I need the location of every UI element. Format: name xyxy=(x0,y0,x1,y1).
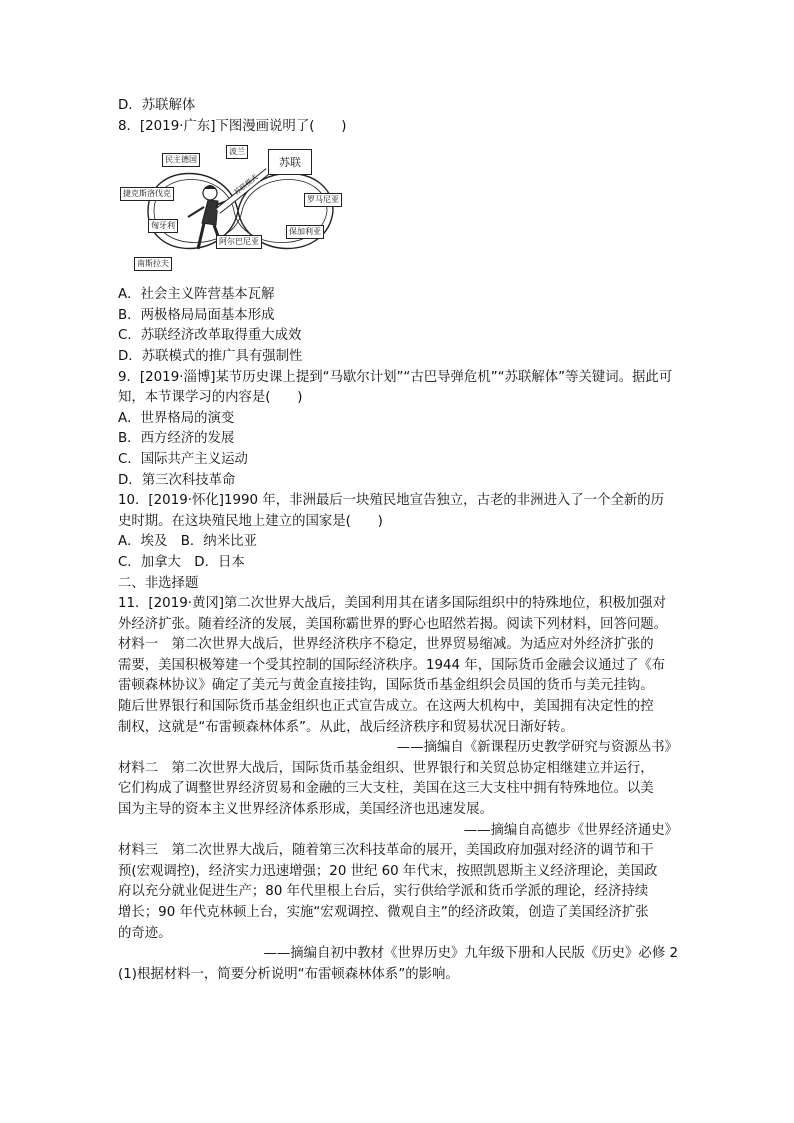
q9-stem-1: 9．[2019·淄博]某节历史课上提到“马歇尔计划”“古巴导弹危机”“苏联解体”等关键词。据此可 xyxy=(118,369,673,385)
q11-line: 增长；90 年代克林顿上台，实施“宏观调控、微观自主”的经济政策，创造了美国经济扩张 xyxy=(118,905,649,920)
document-page xyxy=(118,96,678,985)
q8-cartoon xyxy=(118,141,358,281)
label-gdr: 民主德国 xyxy=(162,153,200,167)
q11-line: 11．[2019·黄冈]第二次世界大战后，美国利用其在诸多国际组织中的特殊地位，积极加强对 xyxy=(118,596,666,612)
q11-line: 预(宏观调控)，经济实力迅速增强；20 世纪 60 年代末，按照凯恩斯主义经济理论，美国政 xyxy=(118,863,658,879)
section-heading: 二、非选择题 xyxy=(118,575,199,591)
q7-option-d: D．苏联解体 xyxy=(118,98,196,113)
label-hungary: 匈牙利 xyxy=(148,219,178,233)
label-poland: 波兰 xyxy=(226,145,248,159)
q8-option-d: D．苏联模式的推广具有强制性 xyxy=(118,348,303,364)
q11-line: 的奇迹。 xyxy=(118,925,172,941)
label-sulian: 苏联 xyxy=(268,149,312,175)
q9-option-b: B．西方经济的发展 xyxy=(118,431,235,447)
label-czech: 捷克斯洛伐克 xyxy=(120,187,174,201)
q11-line: 国为主导的资本主义世界经济体系形成，美国经济也迅速发展。 xyxy=(118,802,493,818)
q11-line: 随后世界银行和国际货币基金组织也正式宣告成立。在这两大机构中，美国拥有决定性的控 xyxy=(118,699,654,715)
label-yugo: 南斯拉夫 xyxy=(134,257,172,271)
q8-stem: 8．[2019·广东]下图漫画说明了( ) xyxy=(118,118,347,134)
q8-option-b: B．两极格局局面基本形成 xyxy=(118,307,275,323)
q10-stem-1: 10．[2019·怀化]1990 年，非洲最后一块殖民地宣告独立，古老的非洲进入了一个全新的历 xyxy=(118,493,665,509)
q8-option-c: C．苏联经济改革取得重大成效 xyxy=(118,328,302,344)
q9-stem-2: 知，本节课学习的内容是( ) xyxy=(118,390,303,406)
q11-subquestion-1: (1)根据材料一，简要分析说明“布雷顿森林体系”的影响。 xyxy=(118,966,459,982)
label-albania: 阿尔巴尼亚 xyxy=(216,235,262,249)
q9-option-a: A．世界格局的演变 xyxy=(118,410,235,426)
q10-options-cd: C．加拿大 D．日本 xyxy=(118,554,245,570)
label-bulgaria: 保加利亚 xyxy=(286,225,324,239)
q11-line: 府以充分就业促进生产；80 年代里根上台后，实行供给学派和货币学派的理论，经济持续 xyxy=(118,884,649,900)
q11-line: 雷顿森林协议》确定了美元与黄金直接挂钩，国际货币基金组织会员国的货币与美元挂钩。 xyxy=(118,678,654,694)
q11-line: 需要，美国积极筹建一个受其控制的国际经济秩序。1944 年，国际货币金融会议通过了《布 xyxy=(118,657,666,673)
q8-option-a: A．社会主义阵营基本瓦解 xyxy=(118,287,275,303)
q10-stem-2: 史时期。在这块殖民地上建立的国家是( ) xyxy=(118,513,383,529)
label-romania: 罗马尼亚 xyxy=(304,193,342,207)
q11-line: 制权，这就是“布雷顿森林体系”。从此，战后经济秩序和贸易状况日渐好转。 xyxy=(118,719,574,735)
q11-line: 外经济扩张。随着经济的发展，美国称霸世界的野心也昭然若揭。阅读下列材料，回答问题。 xyxy=(118,616,668,632)
q9-option-d: D．第三次科技革命 xyxy=(118,472,236,488)
label-sash: 苏联模式 xyxy=(232,173,260,197)
q11-source-2: ——摘编自高德步《世界经济通史》 xyxy=(463,822,678,838)
q11-line: 材料三 第二次世界大战后，随着第三次科技革命的展开，美国政府加强对经济的调节和干 xyxy=(118,843,654,859)
q11-line: 材料二 第二次世界大战后，国际货币基金组织、世界银行和关贸总协定相继建立并运行， xyxy=(118,760,654,776)
q11-source-3: ——摘编自初中教材《世界历史》九年级下册和人民版《历史》必修 2 xyxy=(263,946,678,962)
q11-line: 它们构成了调整世界经济贸易和金融的三大支柱，美国在这三大支柱中拥有特殊地位。以美 xyxy=(118,781,654,797)
q10-options-ab: A．埃及 B．纳米比亚 xyxy=(118,534,257,550)
q11-source-1: ——摘编自《新课程历史教学研究与资源丛书》 xyxy=(396,740,678,756)
q11-line: 材料一 第二次世界大战后，世界经济秩序不稳定，世界贸易缩减。为适应对外经济扩张的 xyxy=(118,637,654,653)
q9-option-c: C．国际共产主义运动 xyxy=(118,451,248,467)
